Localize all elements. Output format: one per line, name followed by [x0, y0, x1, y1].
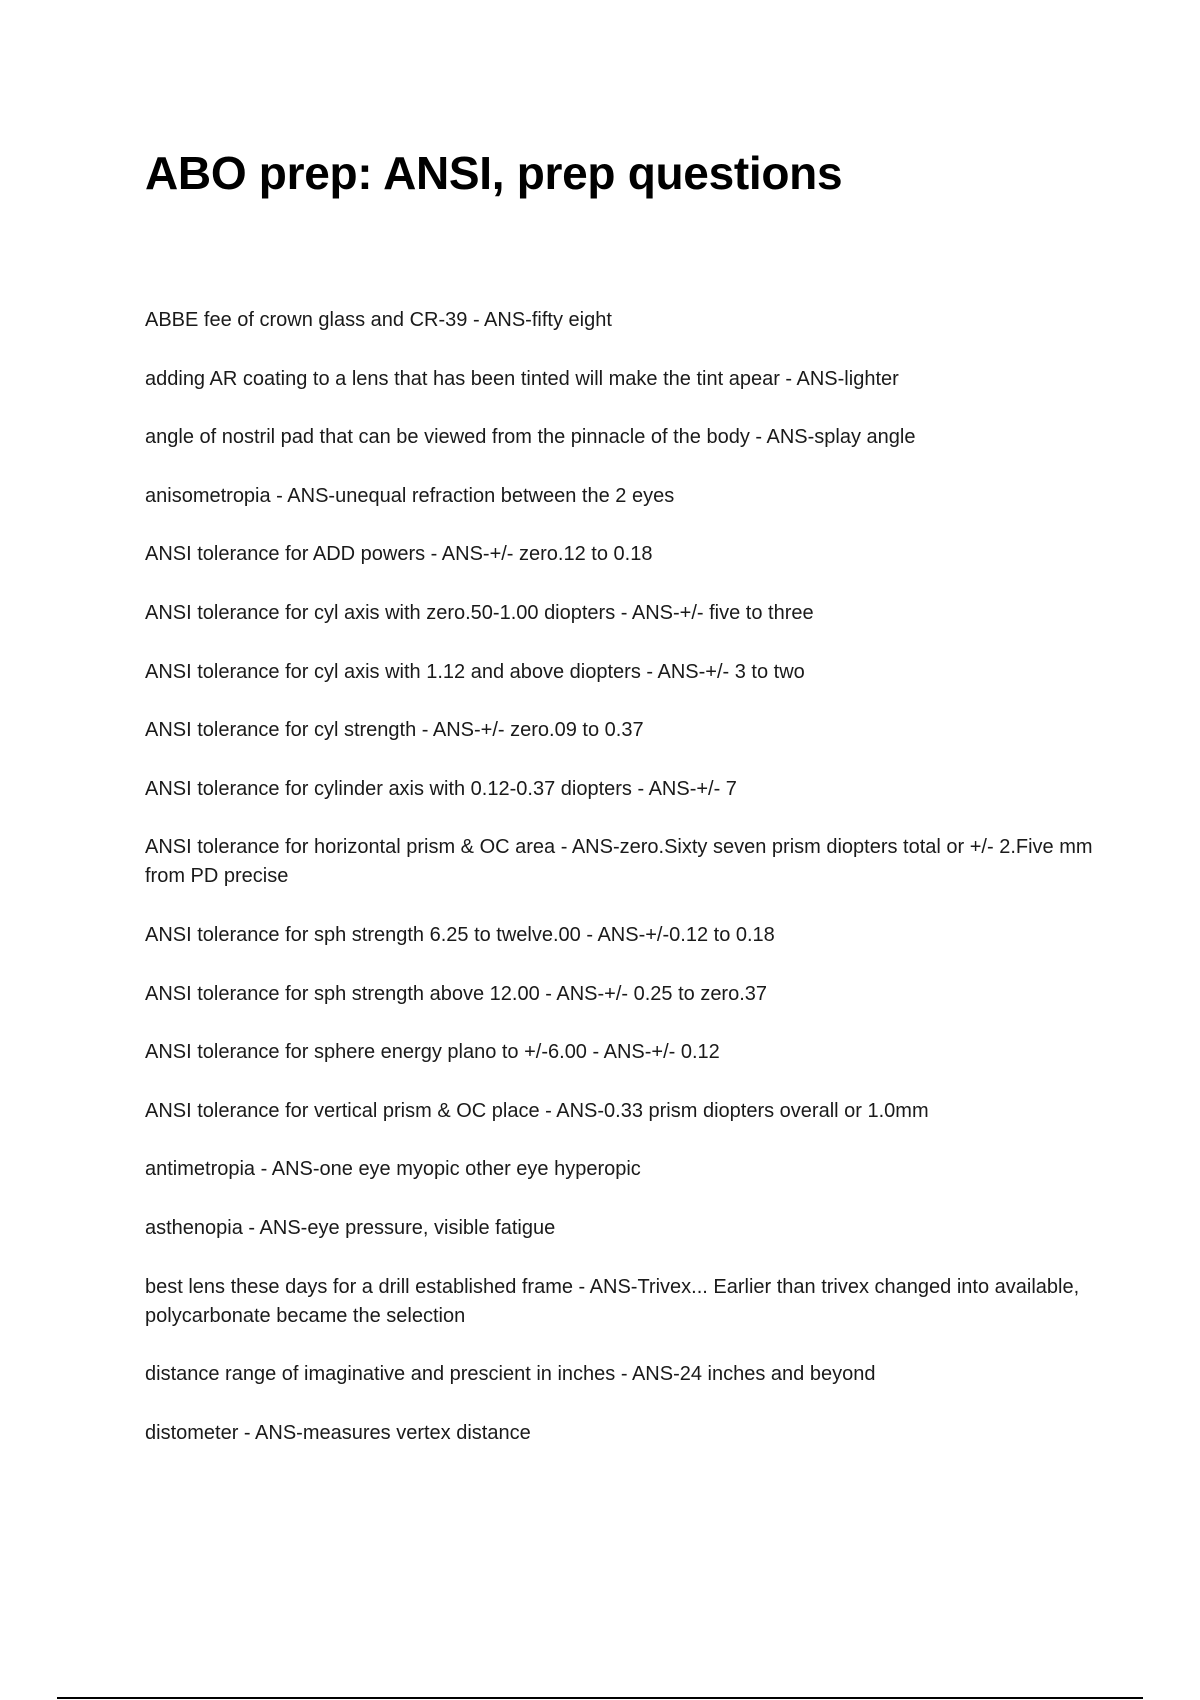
- qa-entry: ANSI tolerance for horizontal prism & OC area - ANS-zero.Sixty seven prism diopters total or +/- 2.Five mm from PD precise: [145, 836, 1093, 888]
- footer-divider: [57, 1697, 1143, 1699]
- qa-entry: ANSI tolerance for cyl axis with 1.12 and above diopters - ANS-+/- 3 to two: [145, 660, 805, 683]
- qa-entry: ABBE fee of crown glass and CR-39 - ANS-fifty eight: [145, 309, 612, 331]
- qa-entry: anisometropia - ANS-unequal refraction between the 2 eyes: [145, 484, 675, 507]
- qa-entry: best lens these days for a drill established frame - ANS-Trivex... Earlier than trivex changed into available, polycarbonate became the selection: [145, 1275, 1080, 1327]
- qa-entry: ANSI tolerance for cyl axis with zero.50-1.00 diopters - ANS-+/- five to three: [145, 601, 814, 624]
- qa-entry: ANSI tolerance for cylinder axis with 0.12-0.37 diopters - ANS-+/- 7: [145, 777, 737, 800]
- qa-entry: ANSI tolerance for sph strength 6.25 to twelve.00 - ANS-+/-0.12 to 0.18: [145, 923, 775, 946]
- qa-entry: ANSI tolerance for sph strength above 12.00 - ANS-+/- 0.25 to zero.37: [145, 982, 768, 1005]
- qa-entry: antimetropia - ANS-one eye myopic other eye hyperopic: [145, 1158, 641, 1181]
- qa-entry: ANSI tolerance for vertical prism & OC place - ANS-0.33 prism diopters overall or 1.0mm: [145, 1099, 929, 1122]
- qa-entry: ANSI tolerance for sphere energy plano to +/-6.00 - ANS-+/- 0.12: [145, 1041, 720, 1064]
- qa-list: [145, 306, 1095, 1477]
- qa-entry: distance range of imaginative and prescient in inches - ANS-24 inches and beyond: [145, 1363, 876, 1386]
- qa-entry: ANSI tolerance for ADD powers - ANS-+/- zero.12 to 0.18: [145, 543, 653, 566]
- qa-entry: ANSI tolerance for cyl strength - ANS-+/- zero.09 to 0.37: [145, 719, 644, 742]
- qa-entry: angle of nostril pad that can be viewed from the pinnacle of the body - ANS-splay angle: [145, 426, 916, 449]
- qa-entry: asthenopia - ANS-eye pressure, visible fatigue: [145, 1216, 556, 1239]
- qa-entry: distometer - ANS-measures vertex distance: [145, 1421, 531, 1444]
- page-title: ABO prep: ANSI, prep questions: [145, 147, 843, 199]
- qa-entry: adding AR coating to a lens that has been tinted will make the tint apear - ANS-lighter: [145, 367, 899, 390]
